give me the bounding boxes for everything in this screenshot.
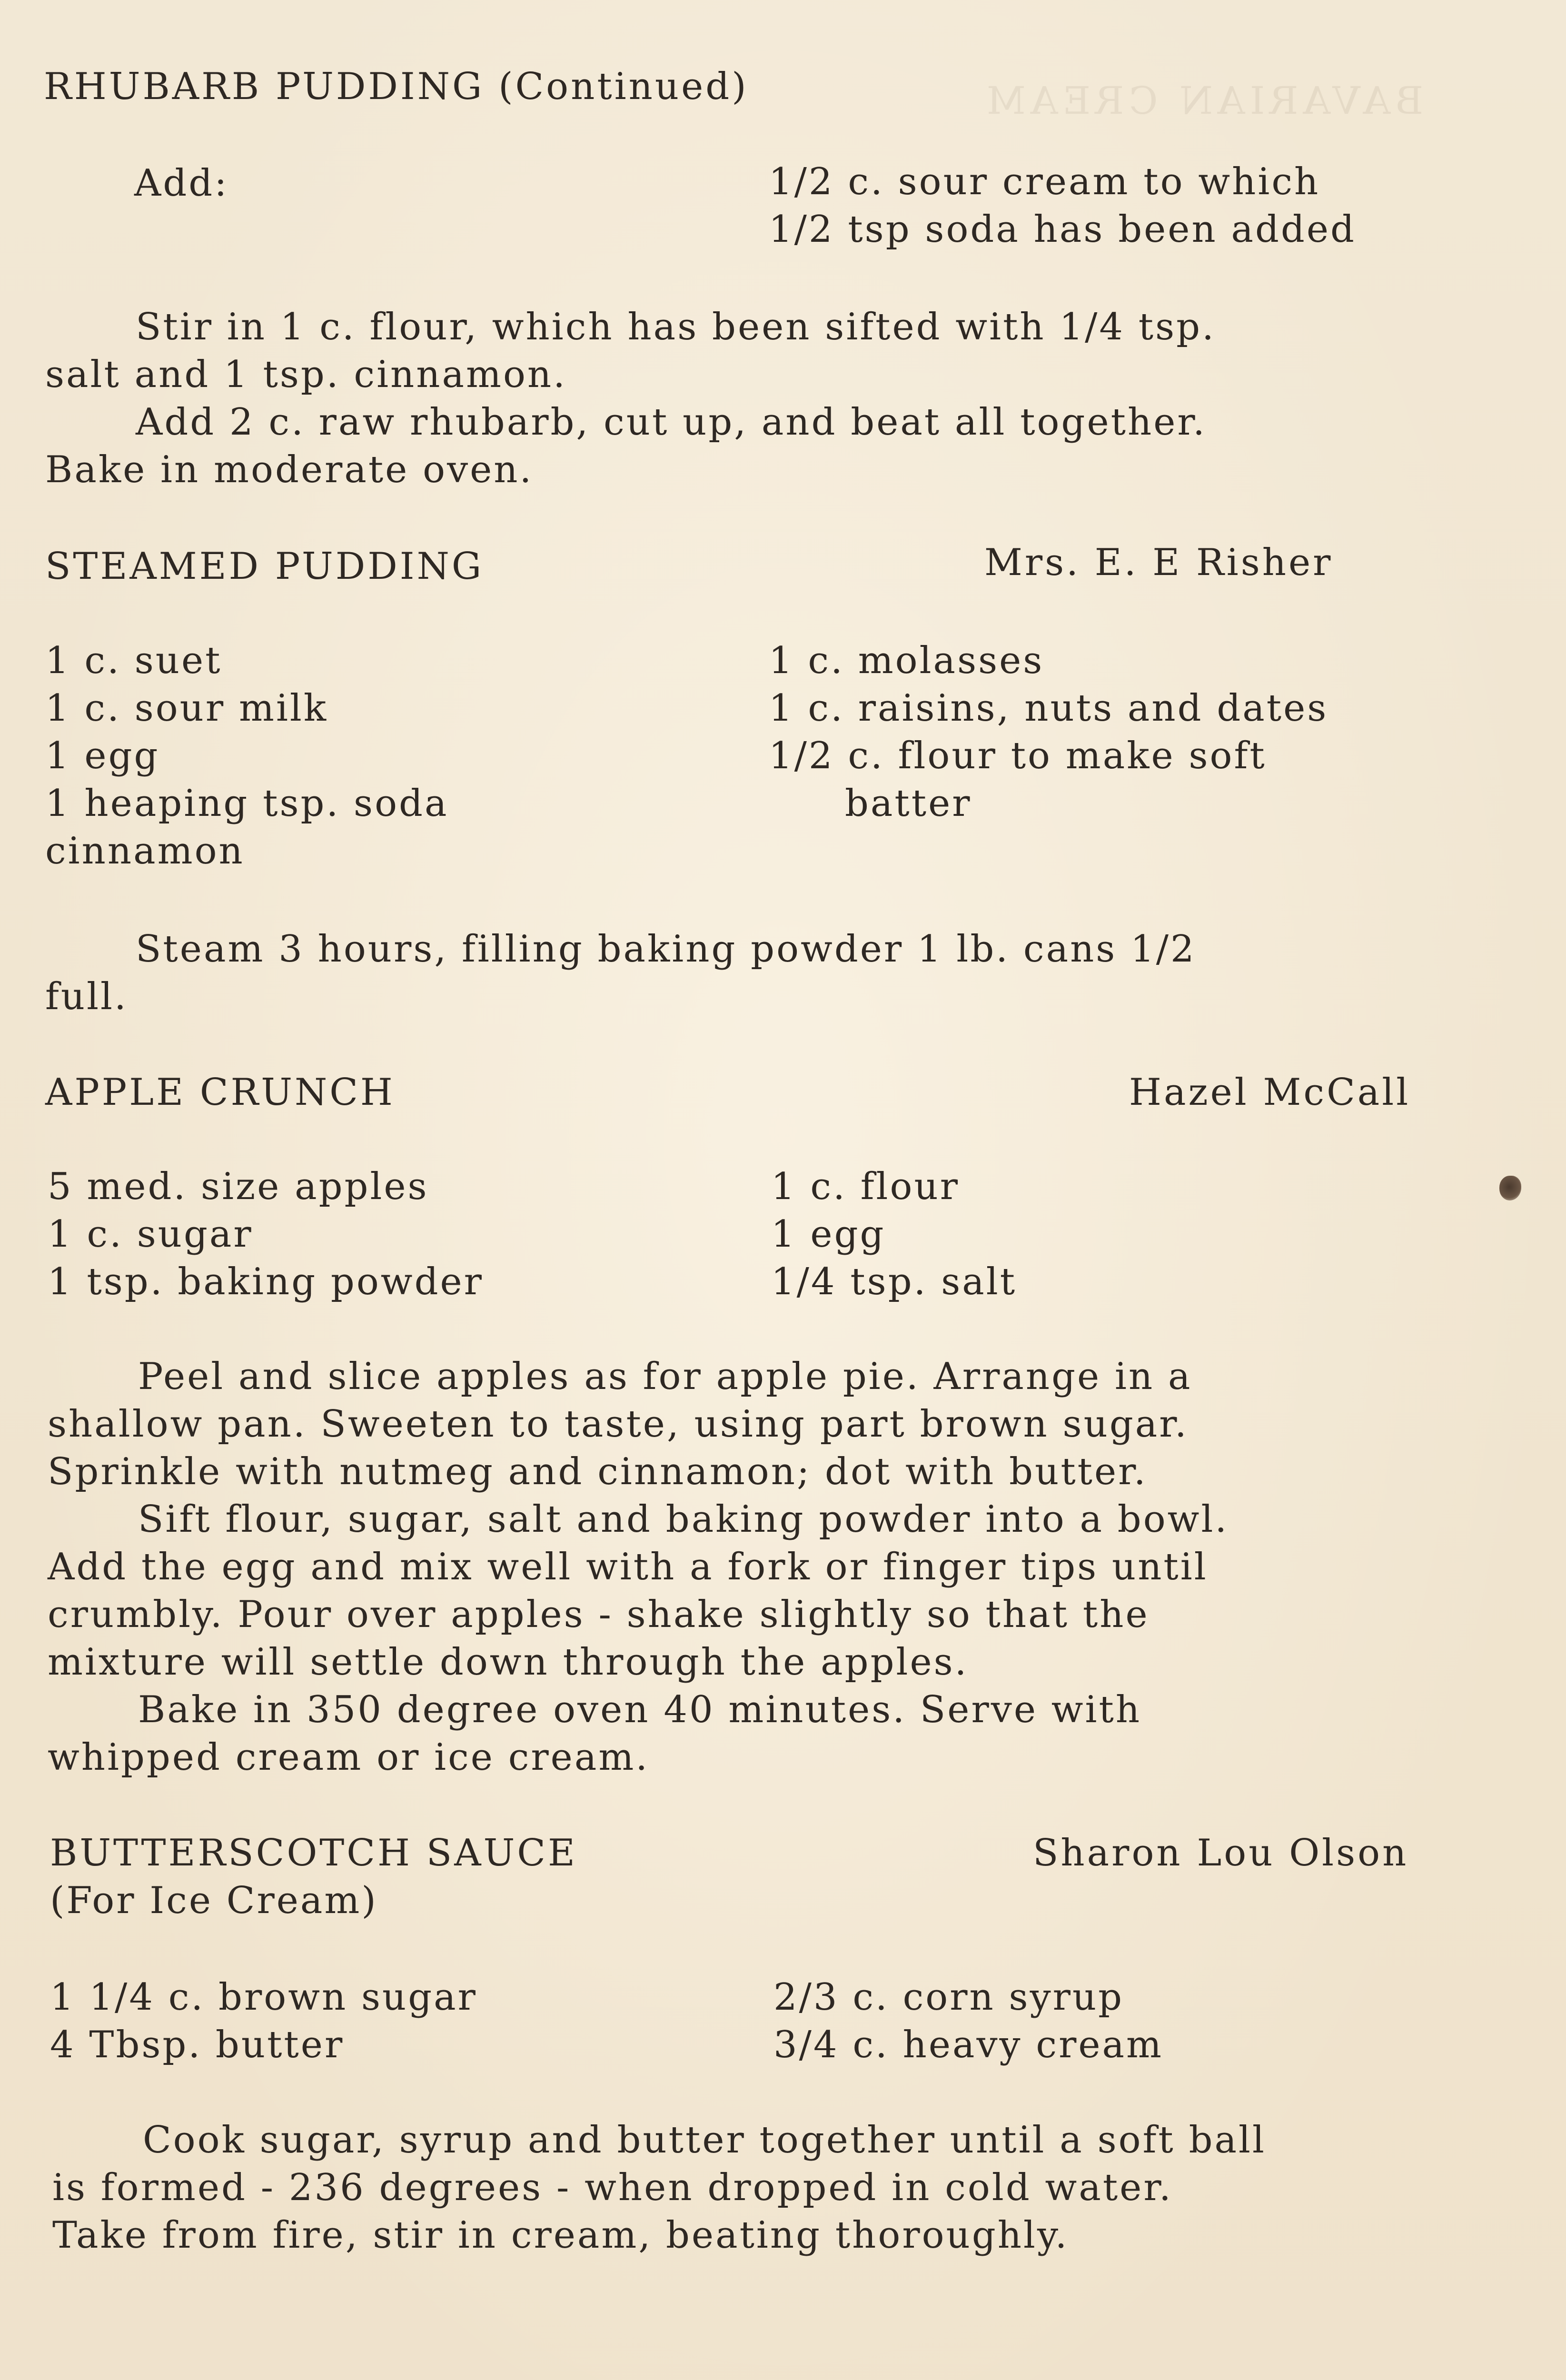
paragraph-line: Cook sugar, syrup and butter together until a soft ball — [143, 2119, 1266, 2162]
paragraph-line: Steam 3 hours, filling baking powder 1 lb. cans 1/2 — [136, 928, 1196, 971]
butterscotch-title: BUTTERSCOTCH SAUCE — [50, 1832, 577, 1874]
ingredient: 1 egg — [771, 1213, 886, 1256]
butterscotch-subtitle: (For Ice Cream) — [50, 1879, 378, 1922]
ingredient: 4 Tbsp. butter — [50, 2023, 345, 2066]
rhubarb-paragraph-2 — [45, 398, 1207, 494]
ingredient: 1 c. suet — [45, 639, 222, 682]
butterscotch-directions — [52, 2116, 1266, 2259]
ingredient: 1 tsp. baking powder — [48, 1260, 484, 1303]
steamed-left-ingredients — [45, 637, 448, 875]
paragraph-line: Stir in 1 c. flour, which has been sifted with 1/4 tsp. — [136, 306, 1216, 348]
ingredient: 5 med. size apples — [48, 1165, 429, 1208]
paragraph-line: full. — [45, 975, 128, 1018]
ingredient: 1/4 tsp. salt — [771, 1260, 1017, 1303]
apple-paragraph-2 — [48, 1496, 1229, 1686]
rhubarb-title: RHUBARB PUDDING (Continued) — [44, 65, 749, 108]
paragraph-line: Add the egg and mix well with a fork or finger tips until — [48, 1546, 1208, 1588]
butterscotch-right-ingredients — [773, 1973, 1163, 2069]
apple-paragraph-1 — [48, 1353, 1192, 1496]
ingredient: 1 c. raisins, nuts and dates — [769, 687, 1328, 730]
ingredient: 3/4 c. heavy cream — [773, 2023, 1164, 2066]
paragraph-line: mixture will settle down through the apples. — [48, 1641, 969, 1684]
paragraph-line: salt and 1 tsp. cinnamon. — [45, 353, 567, 396]
rhubarb-paragraph-1 — [45, 303, 1216, 398]
paragraph-line: crumbly. Pour over apples - shake slightly so that the — [48, 1593, 1150, 1636]
paragraph-line: shallow pan. Sweeten to taste, using part brown sugar. — [48, 1403, 1189, 1446]
apple-title: APPLE CRUNCH — [45, 1071, 395, 1114]
paragraph-line: whipped cream or ice cream. — [48, 1736, 650, 1779]
ingredient: batter — [845, 782, 972, 825]
rhubarb-add-item: 1/2 c. sour cream to which — [769, 160, 1320, 203]
ingredient: 1 heaping tsp. soda — [45, 782, 449, 825]
paragraph-line: is formed - 236 degrees - when dropped in cold water. — [52, 2166, 1173, 2209]
bleed-through-title: BAVARIAN CREAM — [981, 79, 1423, 123]
ingredient: cinnamon — [45, 830, 245, 873]
paragraph-line: Take from fire, stir in cream, beating thoroughly. — [52, 2214, 1069, 2257]
rhubarb-add-item: 1/2 tsp soda has been added — [769, 208, 1356, 251]
ingredient: 1 c. sugar — [48, 1213, 253, 1256]
steamed-directions — [45, 925, 1196, 1021]
apple-paragraph-3 — [48, 1686, 1141, 1781]
paragraph-line: Sift flour, sugar, salt and baking powder into a bowl. — [138, 1498, 1229, 1541]
ingredient: 2/3 c. corn syrup — [773, 1976, 1124, 2019]
steamed-author: Mrs. E. E Risher — [984, 541, 1333, 584]
apple-right-ingredients — [771, 1163, 1017, 1306]
ingredient: 1 c. molasses — [769, 639, 1044, 682]
butterscotch-left-ingredients — [50, 1973, 477, 2069]
steamed-right-ingredients — [769, 637, 1328, 827]
ingredient: 1/2 c. flour to make soft — [769, 734, 1267, 777]
rhubarb-add-label: Add: — [134, 162, 229, 205]
steamed-title: STEAMED PUDDING — [45, 545, 484, 588]
paragraph-line: Sprinkle with nutmeg and cinnamon; dot with butter. — [48, 1450, 1148, 1493]
apple-author: Hazel McCall — [1129, 1071, 1411, 1114]
ingredient: 1 1/4 c. brown sugar — [50, 1976, 477, 2019]
butterscotch-author: Sharon Lou Olson — [1033, 1832, 1409, 1874]
ingredient: 1 c. sour milk — [45, 687, 328, 730]
paragraph-line: Bake in moderate oven. — [45, 448, 534, 491]
ink-spot — [1499, 1176, 1521, 1200]
paragraph-line: Bake in 350 degree oven 40 minutes. Serve with — [138, 1688, 1142, 1731]
apple-left-ingredients — [48, 1163, 484, 1306]
paragraph-line: Peel and slice apples as for apple pie. Arrange in a — [138, 1355, 1192, 1398]
ingredient: 1 c. flour — [771, 1165, 960, 1208]
ingredient: 1 egg — [45, 734, 160, 777]
paragraph-line: Add 2 c. raw rhubarb, cut up, and beat all together. — [136, 401, 1207, 444]
